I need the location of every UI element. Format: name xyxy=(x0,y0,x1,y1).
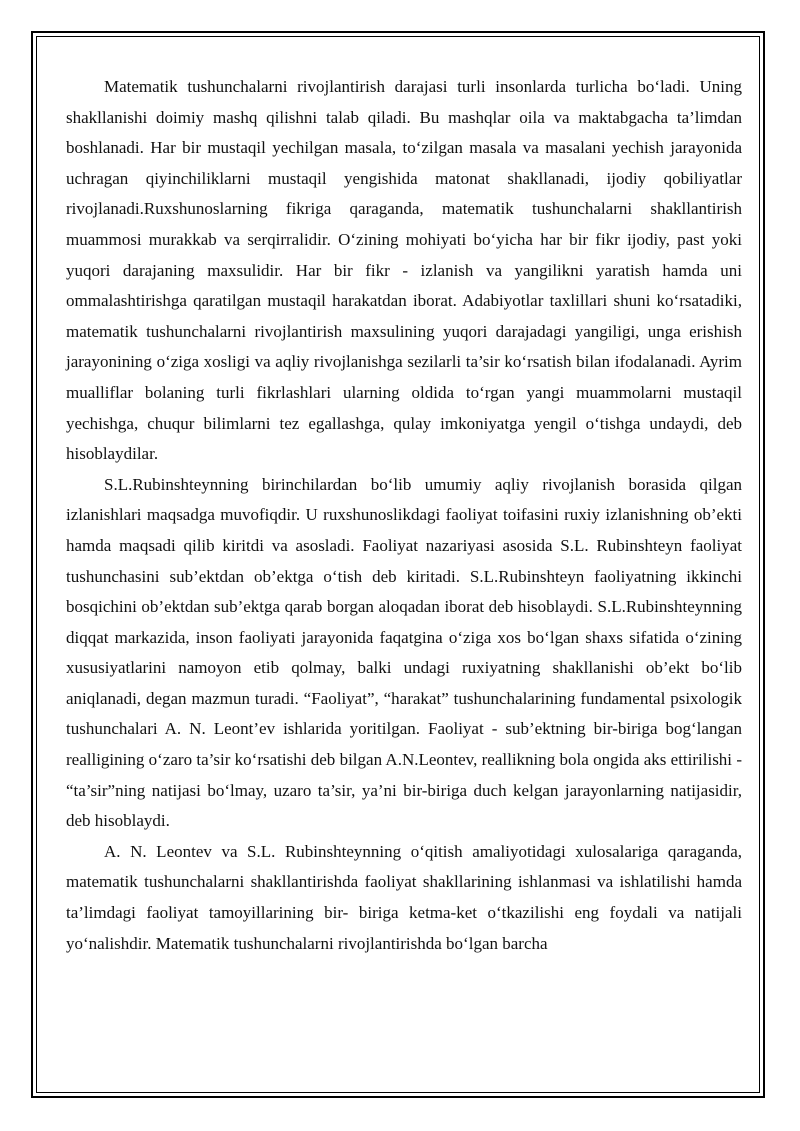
paragraph-3: A. N. Leontev va S.L. Rubinshteynning o‘qitish amaliyotidagi xulosalariga qaraganda, matematik tushunchalarni shakllantirishda faoliyat shakllarining ishlanmasi va ishlatilishi hamda ta’limdagi faoliyat tamoyillarining bir- biriga ketma-ket o‘tkazilishi eng foydali va natijali yo‘nalishdir. Matematik tushunchalarni rivojlantirishda bo‘lgan barcha xyxy=(66,841,742,953)
paragraph-2: S.L.Rubinshteynning birinchilardan bo‘lib umumiy aqliy rivojlanish borasida qilgan izlanishlari maqsadga muvofiqdir. U ruxshunoslikdagi faoliyat toifasini ruxiy izlanishning ob’ekti hamda maqsadi qilib kiritdi va asosladi. Faoliyat nazariyasi asosida S.L. Rubinshteyn faoliyat tushunchasini sub’ektdan ob’ektga o‘tish deb kiritadi. S.L.Rubinshteyn faoliyatning ikkinchi bosqichini ob’ektdan sub’ektga qarab borgan aloqadan iborat deb hisoblaydi. S.L.Rubinshteynning diqqat markazida, inson faoliyati jarayonida faqatgina o‘ziga xos bo‘lgan shaxs sifatida o‘zining xususiyatlarini namoyon etib qolmay, balki undagi ruxiyatning shakllanishi ob’ekt bo‘lib aniqlanadi, degan mazmun turadi. “Faoliyat”, “harakat” tushunchalarining fundamental psixologik tushunchalari A. N. Leont’ev ishlarida yoritilgan. Faoliyat - sub’ektning bir-biriga bog‘langan realligining o‘zaro ta’sir ko‘rsatishi deb bilgan A.N.Leontev, reallikning bola ongida aks ettirilishi - “ta’sir”ning natijasi bo‘lmay, uzaro ta’sir, ya’ni bir-biriga duch kelgan jarayonlarning natijasidir, deb hisoblaydi. xyxy=(66,474,742,831)
document-body xyxy=(66,72,742,959)
paragraph-1: Matematik tushunchalarni rivojlantirish darajasi turli insonlarda turlicha bo‘ladi. Uning shakllanishi doimiy mashq qilishni talab qiladi. Bu mashqlar oila va maktabgacha ta’limdan boshlanadi. Har bir mustaqil yechilgan masala, to‘zilgan masala va masalani yechish jarayonida uchragan qiyinchiliklarni mustaqil yengishida matonat shakllanadi, ijodiy qobiliyatlar rivojlanadi.Ruxshunoslarning fikriga qaraganda, matematik tushunchalarni shakllantirish muammosi murakkab va serqirralidir. O‘zining mohiyati bo‘yicha har bir fikr ijodiy, past yoki yuqori darajaning maxsulidir. Har bir fikr - izlanish va yangilikni yaratish hamda uni ommalashtirishga qaratilgan mustaqil harakatdan iborat. Adabiyotlar taxlillari shuni ko‘rsatadiki, matematik tushunchalarni rivojlantirish maxsulining yuqori darajadagi yangiligi, unga erishish jarayonining o‘ziga xosligi va aqliy rivojlanishga sezilarli ta’sir ko‘rsatish bilan ifodalanadi. Ayrim mualliflar bolaning turli fikrlashlari ularning oldida to‘rgan yangi muammolarni mustaqil yechishga, chuqur bilimlarni tez egallashga, qulay imkoniyatga yengil o‘tishga undaydi, deb hisoblaydilar. xyxy=(66,77,742,464)
